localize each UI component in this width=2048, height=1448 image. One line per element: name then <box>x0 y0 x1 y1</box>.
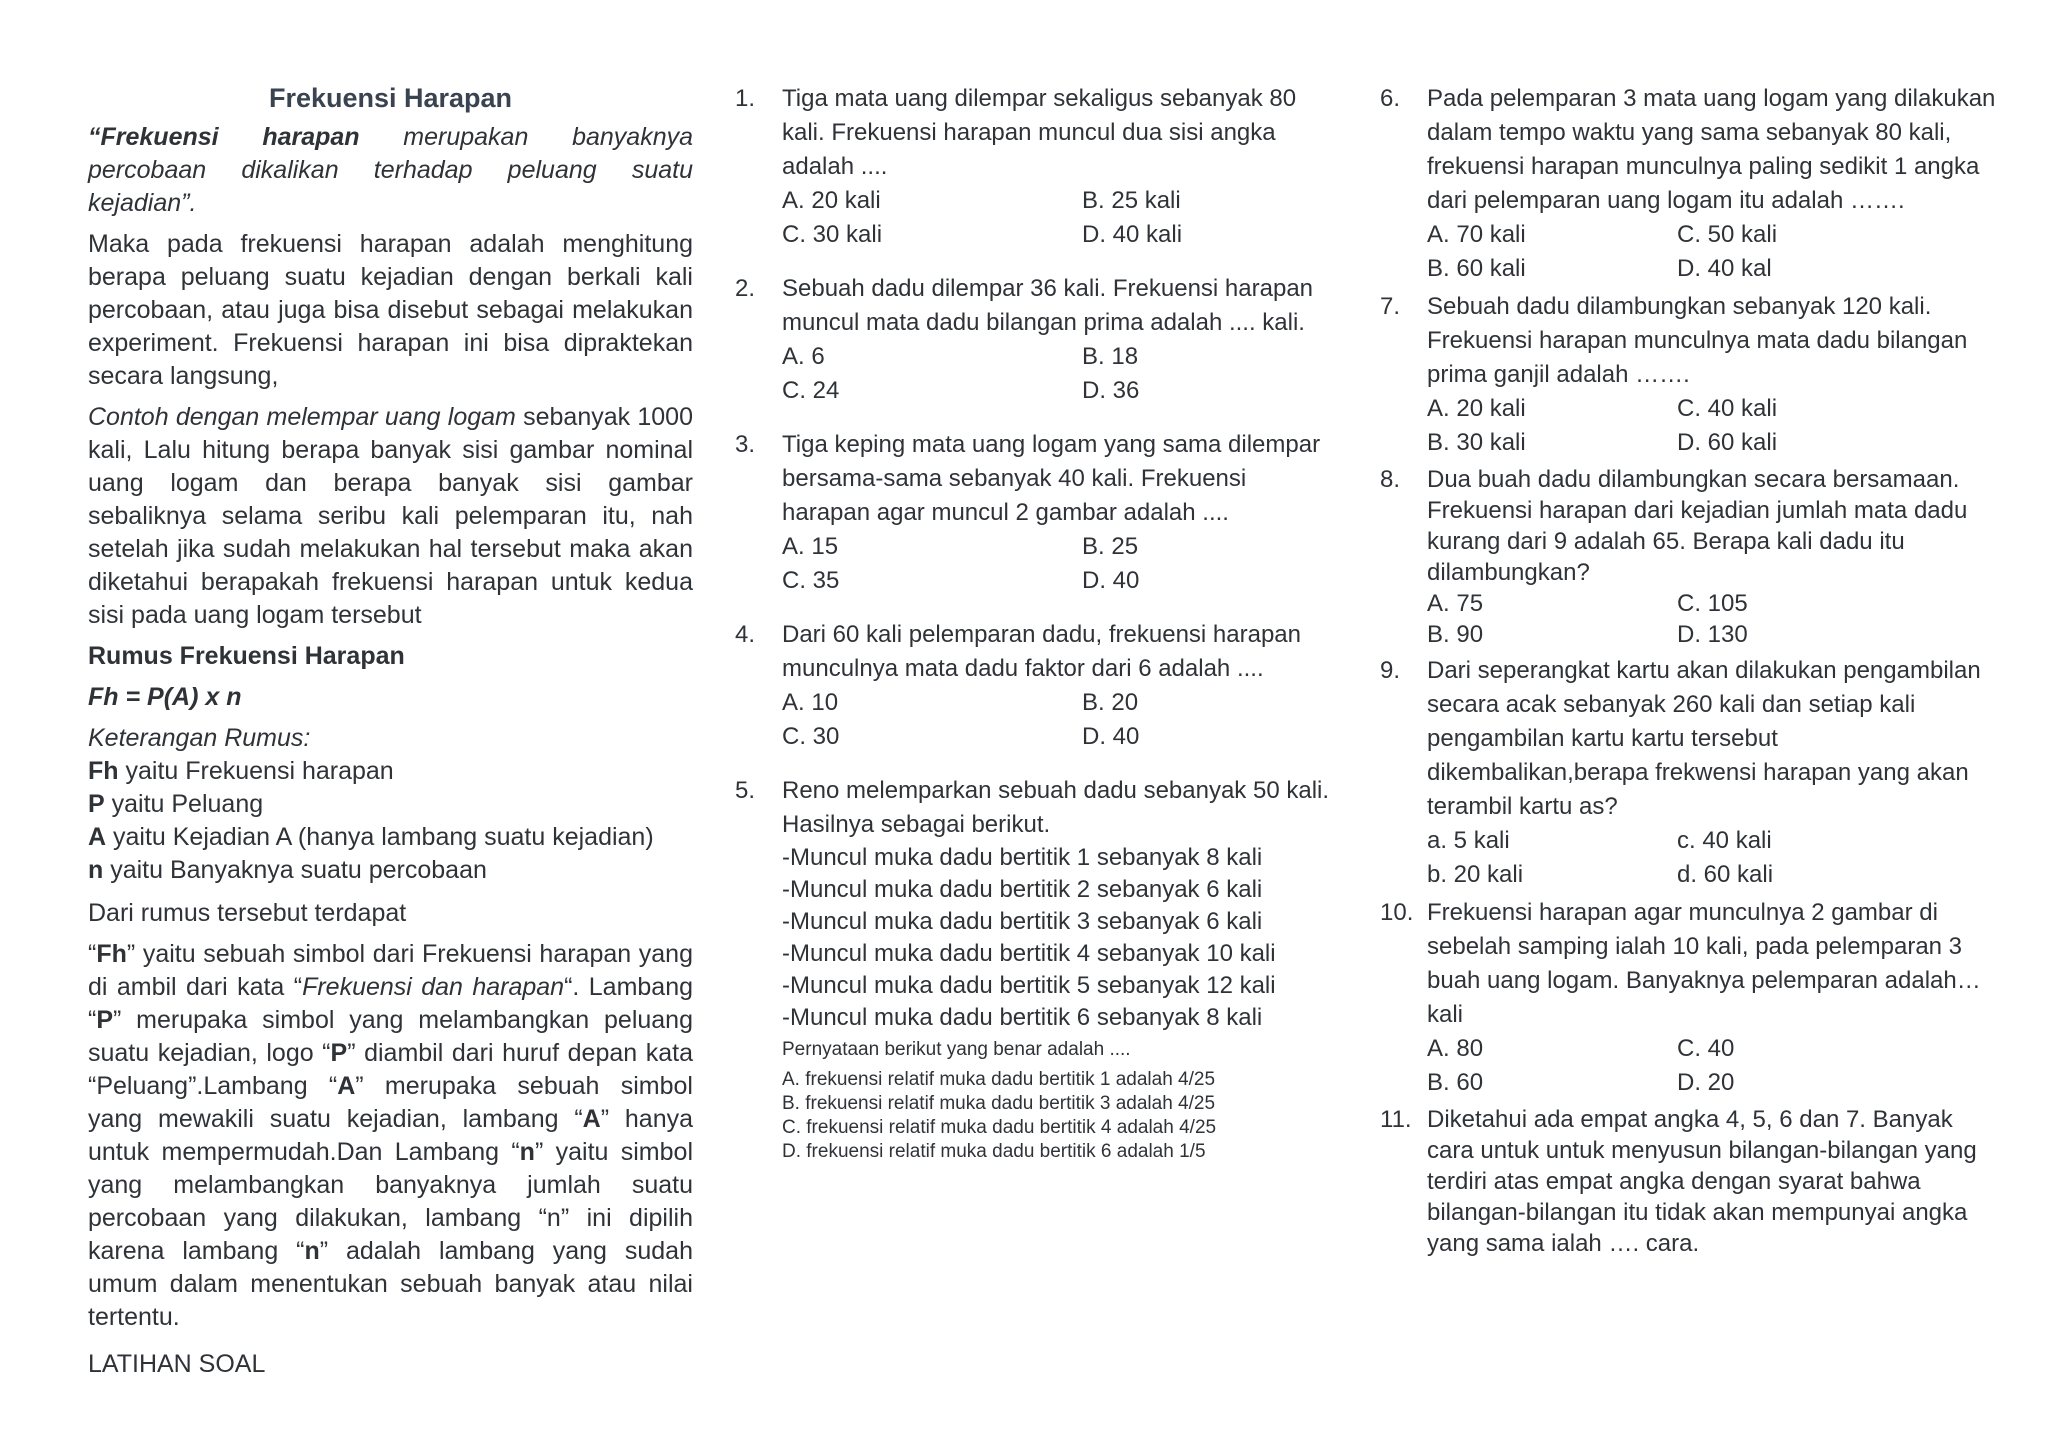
dice-result-line: -Muncul muka dadu bertitik 1 sebanyak 8 kali <box>782 844 1263 871</box>
explanation-run: ” yaitu simbol yang melambangkan banyaknya jumlah suatu percobaan yang dilakukan, lambang “n” ini dipilih karena lambang “ <box>88 1138 693 1265</box>
answer-option: A. 6 <box>782 343 825 370</box>
explanation-run: P <box>330 1039 348 1067</box>
definition <box>88 121 693 220</box>
question-number: 9. <box>1380 657 1401 684</box>
question-number: 6. <box>1380 85 1401 112</box>
legend-item <box>88 854 693 887</box>
legend-text: yaitu Kejadian A (hanya lambang suatu kejadian) <box>106 823 654 851</box>
answer-option: a. 5 kali <box>1427 827 1510 854</box>
explanation-run: “. Lambang “ <box>88 973 694 1034</box>
answer-option: A. 70 kali <box>1427 221 1526 248</box>
answer-option: b. 20 kali <box>1427 861 1524 888</box>
answer-option: D. 20 <box>1677 1069 1735 1096</box>
answer-option: A. frekuensi relatif muka dadu bertitik 1 adalah 4/25 <box>782 1069 1216 1090</box>
question-7 <box>1380 290 2000 460</box>
question-number: 2. <box>735 275 756 302</box>
question-5 <box>735 774 1335 1164</box>
answer-options <box>782 686 1335 754</box>
explanation-run: ” adalah lambang yang sudah umum dalam menentukan sebuah banyak atau nilai tertentu. <box>88 1237 693 1331</box>
explanation-run: P <box>96 1006 114 1034</box>
intro-paragraph: Maka pada frekuensi harapan adalah menghitung berapa peluang suatu kejadian dengan berkali kali percobaan, atau juga bisa disebut sebagai melakukan experiment. Frekuensi harapan ini bisa dipraktekan secara langsung, <box>88 230 693 390</box>
answer-options <box>1427 1032 2000 1100</box>
answer-options <box>1427 218 2000 286</box>
page-title: Frekuensi Harapan <box>268 83 513 113</box>
question-3 <box>735 428 1335 598</box>
question-text: Frekuensi harapan agar munculnya 2 gambar di sebelah samping ialah 10 kali, pada pelemparan 3 buah uang logam. Banyaknya pelemparan adalah… kali <box>1427 899 1981 1028</box>
dice-result-line: -Muncul muka dadu bertitik 5 sebanyak 12 kali <box>782 972 1276 999</box>
dice-result-line: -Muncul muka dadu bertitik 3 sebanyak 6 kali <box>782 908 1263 935</box>
question-number: 11. <box>1380 1106 1412 1133</box>
question-number: 4. <box>735 621 756 648</box>
theory-column <box>88 82 693 1389</box>
answer-options <box>782 340 1335 408</box>
answer-option: D. 130 <box>1677 621 1748 648</box>
explanation-run: A <box>337 1072 356 1100</box>
dice-result-line: -Muncul muka dadu bertitik 2 sebanyak 6 kali <box>782 876 1263 903</box>
legend-item <box>88 821 693 854</box>
question-number: 1. <box>735 85 756 112</box>
question-text: Sebuah dadu dilempar 36 kali. Frekuensi harapan muncul mata dadu bilangan prima adalah .... kali. <box>782 275 1314 336</box>
questions-middle-column <box>735 82 1335 1178</box>
question-text: Sebuah dadu dilambungkan sebanyak 120 kali. Frekuensi harapan munculnya mata dadu bilangan prima ganjil adalah ……. <box>1427 293 1968 388</box>
example-lead: Contoh dengan melempar uang logam <box>88 403 516 431</box>
answer-option: B. 60 kali <box>1427 255 1526 282</box>
example-text: sebanyak 1000 kali, Lalu hitung berapa banyak sisi gambar nominal uang logam dan berapa banyak sisi gambar sebaliknya selama seribu kali pelemparan itu, nah setelah jika sudah melakukan hal tersebut maka akan diketahui berapakah frekuensi harapan untuk kedua sisi pada uang logam tersebut <box>88 403 693 629</box>
legend-symbol: A <box>88 823 107 851</box>
answer-option: C. 40 kali <box>1677 395 1778 422</box>
answer-option: c. 40 kali <box>1677 827 1772 854</box>
question-number: 7. <box>1380 293 1401 320</box>
answer-option: B. 90 <box>1427 621 1484 648</box>
answer-option: B. 25 kali <box>1082 187 1181 214</box>
answer-option: B. frekuensi relatif muka dadu bertitik 3 adalah 4/25 <box>782 1093 1216 1114</box>
explanation-run: ” merupaka sebuah simbol yang mewakili suatu kejadian, lambang “ <box>88 1072 693 1133</box>
question-11 <box>1380 1104 2000 1259</box>
formula: Fh = P(A) x n <box>88 683 242 711</box>
question-text: Dari seperangkat kartu akan dilakukan pengambilan secara acak sebanyak 260 kali dan setiap kali pengambilan kartu kartu tersebut dikembalikan,berapa frekwensi harapan yang akan terambil kartu as? <box>1427 657 1981 820</box>
question-2 <box>735 272 1335 408</box>
formula-legend <box>88 755 693 887</box>
legend-symbol: n <box>88 856 104 884</box>
question-text: Tiga keping mata uang logam yang sama dilempar bersama-sama sebanyak 40 kali. Frekuensi harapan agar muncul 2 gambar adalah .... <box>782 431 1321 526</box>
latihan-heading: LATIHAN SOAL <box>88 1350 266 1378</box>
answer-option: D. 36 <box>1082 377 1140 404</box>
explanation-run: “ <box>88 940 97 968</box>
legend-text: yaitu Frekuensi harapan <box>118 757 394 785</box>
question-text: Tiga mata uang dilempar sekaligus sebanyak 80 kali. Frekuensi harapan muncul dua sisi angka adalah .... <box>782 85 1297 180</box>
answer-option: D. 40 kal <box>1677 255 1772 282</box>
answer-option: A. 10 <box>782 689 839 716</box>
legend-symbol: P <box>88 790 105 818</box>
dice-result-line: -Muncul muka dadu bertitik 4 sebanyak 10 kali <box>782 940 1276 967</box>
question-text: Dua buah dadu dilambungkan secara bersamaan. Frekuensi harapan dari kejadian jumlah mata dadu kurang dari 9 adalah 65. Berapa kali dadu itu dilambungkan? <box>1427 466 1968 586</box>
answer-option: D. 60 kali <box>1677 429 1778 456</box>
answer-option: B. 30 kali <box>1427 429 1526 456</box>
explanation-run: n <box>519 1138 535 1166</box>
answer-option: B. 25 <box>1082 533 1139 560</box>
answer-option: C. 30 kali <box>782 221 883 248</box>
answer-option: A. 75 <box>1427 590 1484 617</box>
legend-text: yaitu Banyaknya suatu percobaan <box>103 856 487 884</box>
keterangan-heading: Keterangan Rumus: <box>88 724 311 752</box>
answer-options <box>1427 588 2000 650</box>
answer-option: B. 18 <box>1082 343 1139 370</box>
explanation-run: ” merupaka simbol yang melambangkan peluang suatu kejadian, logo “ <box>88 1006 693 1067</box>
answer-option: B. 20 <box>1082 689 1139 716</box>
example-paragraph <box>88 401 693 632</box>
answer-option: d. 60 kali <box>1677 861 1774 888</box>
questions-right-column <box>1380 82 2000 1273</box>
question-9 <box>1380 654 2000 892</box>
answer-option: D. 40 <box>1082 723 1140 750</box>
answer-option: D. frekuensi relatif muka dadu bertitik 6 adalah 1/5 <box>782 1141 1206 1162</box>
question-4 <box>735 618 1335 754</box>
legend-item <box>88 788 693 821</box>
question-1 <box>735 82 1335 252</box>
question-text: Dari 60 kali pelemparan dadu, frekuensi harapan munculnya mata dadu faktor dari 6 adalah .... <box>782 621 1301 682</box>
dari-rumus: Dari rumus tersebut terdapat <box>88 899 407 927</box>
answer-option: C. 24 <box>782 377 840 404</box>
question-text: Diketahui ada empat angka 4, 5, 6 dan 7. Banyak cara untuk untuk menyusun bilangan-bilangan yang terdiri atas empat angka dengan syarat bahwa bilangan-bilangan itu tidak akan mempunyai angka yang sama ialah …. cara. <box>1427 1106 1977 1257</box>
answer-option: C. 50 kali <box>1677 221 1778 248</box>
answer-options <box>782 530 1335 598</box>
formula-heading: Rumus Frekuensi Harapan <box>88 642 405 670</box>
legend-item <box>88 755 693 788</box>
answer-options <box>1427 392 2000 460</box>
question-10 <box>1380 896 2000 1100</box>
answer-option: D. 40 <box>1082 567 1140 594</box>
answer-option: C. 30 <box>782 723 840 750</box>
explanation-run: Frekuensi dan harapan <box>302 973 565 1001</box>
legend-symbol: Fh <box>88 757 119 785</box>
legend-text: yaitu Peluang <box>104 790 264 818</box>
question-number: 3. <box>735 431 756 458</box>
answer-option: C. frekuensi relatif muka dadu bertitik 4 adalah 4/25 <box>782 1117 1217 1138</box>
explanation-run: A <box>582 1105 601 1133</box>
question-6 <box>1380 82 2000 286</box>
explanation-run: Fh <box>96 940 127 968</box>
answer-option: C. 40 <box>1677 1035 1735 1062</box>
answer-option: B. 60 <box>1427 1069 1484 1096</box>
answer-option: D. 40 kali <box>1082 221 1183 248</box>
explanation-run: n <box>304 1237 320 1265</box>
explanation-run: ” diambil dari huruf depan kata “Peluang”.Lambang “ <box>88 1039 693 1100</box>
question-prompt: Pernyataan berikut yang benar adalah .... <box>782 1039 1131 1060</box>
answer-option: A. 80 <box>1427 1035 1484 1062</box>
question-number: 8. <box>1380 466 1401 493</box>
answer-option: A. 20 kali <box>782 187 881 214</box>
definition-text: merupakan banyaknya percobaan dikalikan terhadap peluang suatu kejadian”. <box>88 123 693 217</box>
answer-option: C. 105 <box>1677 590 1748 617</box>
answer-options <box>782 184 1335 252</box>
question-number: 5. <box>735 777 756 804</box>
definition-term: “Frekuensi harapan <box>88 123 360 151</box>
question-number: 10. <box>1380 899 1414 926</box>
answer-option: A. 15 <box>782 533 839 560</box>
answer-option: C. 35 <box>782 567 840 594</box>
explanation-run: ” yaitu sebuah simbol dari Frekuensi harapan yang di ambil dari kata “ <box>88 940 693 1001</box>
explanation-run: ” hanya untuk mempermudah.Dan Lambang “ <box>88 1105 694 1166</box>
dice-result-line: -Muncul muka dadu bertitik 6 sebanyak 8 kali <box>782 1004 1263 1031</box>
answer-option: A. 20 kali <box>1427 395 1526 422</box>
question-8 <box>1380 464 2000 650</box>
question-text: Reno melemparkan sebuah dadu sebanyak 50 kali. Hasilnya sebagai berikut. <box>782 777 1330 838</box>
answer-options <box>1427 824 2000 892</box>
answer-options <box>782 1068 1335 1164</box>
question-text: Pada pelemparan 3 mata uang logam yang dilakukan dalam tempo waktu yang sama sebanyak 80 kali, frekuensi harapan munculnya paling sedikit 1 angka dari pelemparan uang logam itu adalah ……. <box>1427 85 1996 214</box>
dice-results <box>782 842 1335 1034</box>
symbol-explanation <box>88 938 693 1334</box>
